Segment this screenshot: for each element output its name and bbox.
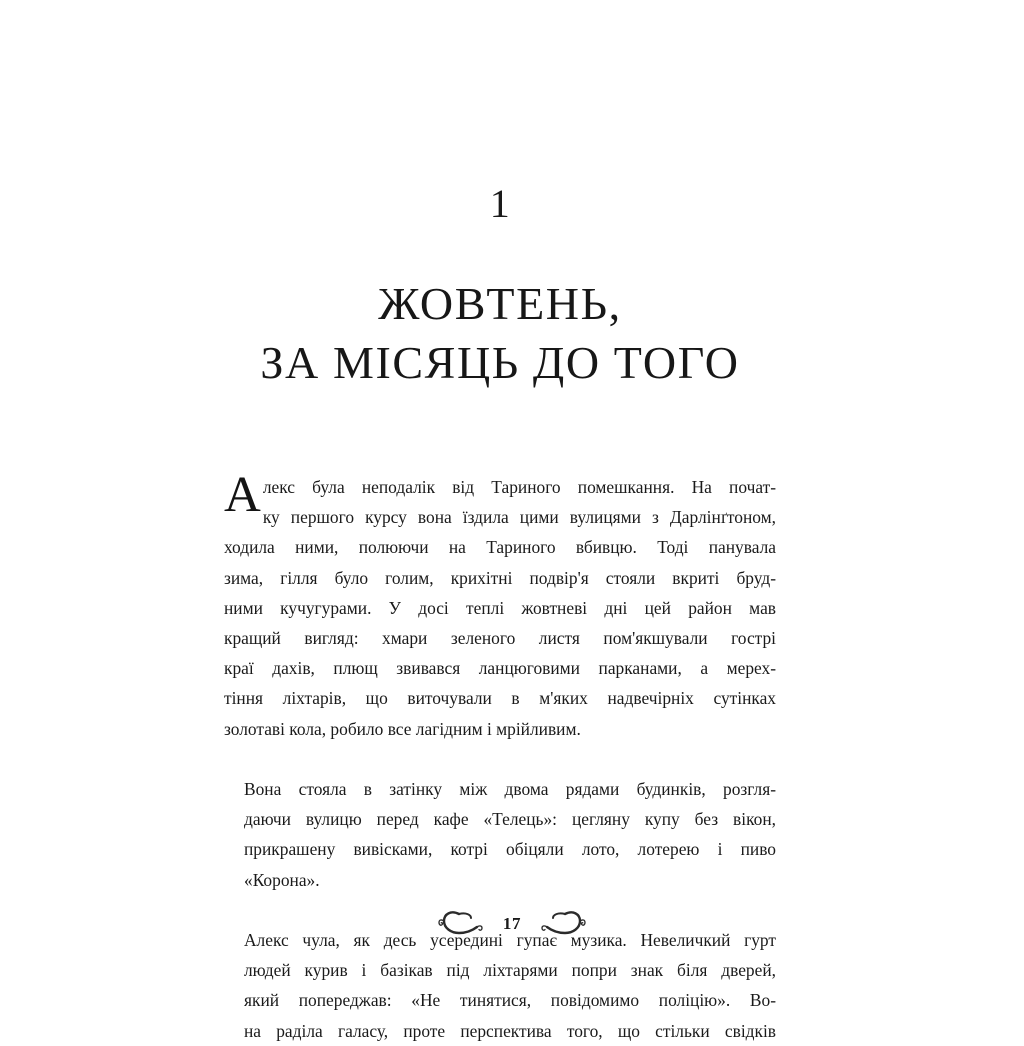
paragraph-1-line-1: лекс була неподалік від Тариного помешкання. На почат-	[262, 477, 776, 497]
paragraph-1-line-7: краї дахів, плющ звивався ланцюговими парканами, а мерех-	[224, 658, 776, 679]
chapter-number: 1	[489, 181, 511, 226]
body-text	[224, 467, 776, 1046]
chapter-heading	[224, 182, 776, 392]
paragraph-1-line-2: ку першого курсу вона їздила цими вулицями з Дарлінґтоном,	[262, 507, 776, 528]
paragraph-1	[224, 467, 776, 744]
paragraph-2	[224, 744, 776, 895]
paragraph-2-line-3: прикрашену вивісками, котрі обіцяли лото, лотерею і пиво	[244, 839, 776, 860]
flourish-ornament-right-icon	[535, 908, 587, 942]
paragraph-2-line-4: «Корона».	[244, 869, 320, 890]
chapter-title	[224, 274, 776, 392]
paragraph-1-line-5: ними кучугурами. У досі теплі жовтневі дні цей район мав	[224, 597, 776, 618]
paragraph-3-line-3: який попереджав: «Не тинятися, повідомимо поліцію». Во-	[244, 990, 776, 1011]
page-number: 17	[502, 914, 522, 933]
paragraph-1-line-8: тіння ліхтарів, що виточували в м'яких надвечірніх сутінках	[224, 688, 776, 709]
chapter-title-line-2: ЗА МІСЯЦЬ ДО ТОГО	[260, 337, 740, 388]
page-footer	[0, 908, 1024, 942]
paragraph-2-line-1: Вона стояла в затінку між двома рядами будинків, розгля-	[244, 779, 776, 800]
chapter-title-line-1: ЖОВТЕНЬ,	[378, 278, 622, 329]
paragraph-2-line-2: даючи вулицю перед кафе «Телець»: цегляну купу без вікон,	[244, 809, 776, 830]
paragraph-1-line-6: кращий вигляд: хмари зеленого листя пом'якшували гострі	[224, 628, 776, 649]
flourish-ornament-left-icon	[437, 908, 489, 942]
paragraph-1-line-4: зима, гілля було голим, крихітні подвір'я стояли вкриті бруд-	[224, 567, 776, 588]
drop-cap: А	[224, 467, 261, 523]
paragraph-3-line-1: Алекс чула, як десь усередині гупає музика. Невеличкий гурт	[244, 930, 776, 951]
paragraph-1-line-3: ходила ними, полюючи на Тариного вбивцю. Тоді панувала	[224, 537, 776, 558]
paragraph-1-line-9: золотаві кола, робило все лагідним і мрійливим.	[224, 718, 581, 739]
paragraph-3-line-4: на раділа галасу, проте перспектива того, що стільки свідків	[244, 1020, 776, 1041]
paragraph-3-line-2: людей курив і базікав під ліхтарями попри знак біля дверей,	[244, 960, 776, 981]
